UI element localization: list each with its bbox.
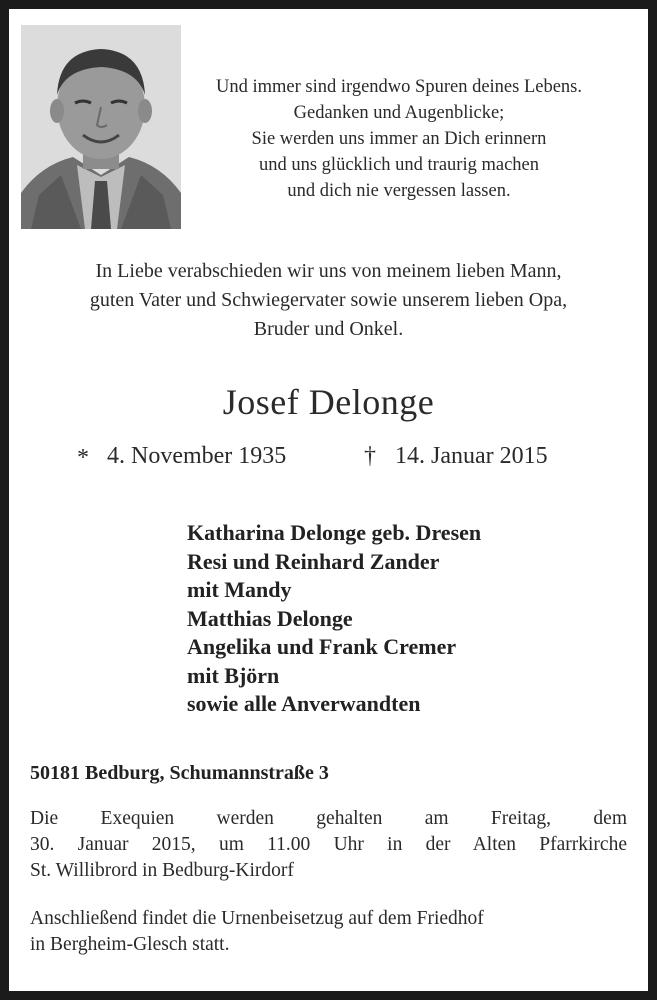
service-line: Die Exequien werden gehalten am Freitag, dem [30, 808, 627, 829]
portrait-photo [21, 25, 181, 229]
poem-line: und uns glücklich und traurig machen [258, 155, 539, 175]
death-date: 14. Januar 2015 [395, 443, 548, 469]
portrait-photo-illustration [21, 25, 181, 229]
birth-date: 4. November 1935 [107, 443, 287, 469]
farewell-line: guten Vater und Schwiegervater sowie unserem lieben Opa, [89, 289, 568, 311]
poem-line: und dich nie vergessen lassen. [287, 181, 511, 201]
mourner-name: Resi und Reinhard Zander [187, 548, 440, 574]
deceased-name: Josef Delonge [222, 382, 435, 422]
death-cross-icon: † [364, 443, 376, 469]
birth-symbol: * [77, 445, 89, 471]
poem-line: Sie werden uns immer an Dich erinnern [251, 129, 547, 149]
mourner-name: Angelika und Frank Cremer [187, 634, 457, 659]
mourners-list [187, 519, 481, 719]
burial-line: Anschließend findet die Urnenbeisetzug auf dem Friedhof [30, 908, 484, 929]
mourner-name: mit Björn [187, 662, 280, 688]
poem-line: Und immer sind irgendwo Spuren deines Lebens. [216, 77, 582, 97]
farewell-line: In Liebe verabschieden wir uns von meinem lieben Mann, [95, 260, 562, 282]
service-line: 30. Januar 2015, um 11.00 Uhr in der Alten Pfarrkirche [30, 834, 627, 855]
mourner-name: Matthias Delonge [187, 605, 353, 631]
burial-info [30, 906, 627, 958]
funeral-service-info [30, 806, 627, 884]
family-address: 50181 Bedburg, Schumannstraße 3 [30, 762, 329, 784]
poem-line: Gedanken und Augenblicke; [293, 103, 505, 123]
life-dates [77, 443, 637, 477]
farewell-line: Bruder und Onkel. [253, 318, 404, 340]
mourner-name: mit Mandy [187, 577, 292, 602]
service-line: St. Willibrord in Bedburg-Kirdorf [30, 860, 294, 881]
memorial-poem [179, 74, 619, 204]
mourner-name: sowie alle Anverwandten [187, 691, 421, 716]
farewell-text [9, 257, 648, 344]
mourner-name: Katharina Delonge geb. Dresen [187, 520, 482, 545]
burial-line: in Bergheim-Glesch statt. [30, 934, 230, 955]
